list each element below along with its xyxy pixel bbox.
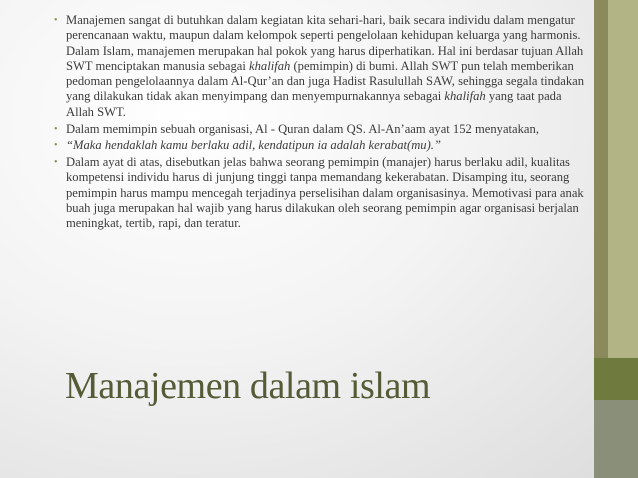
bullet-item	[54, 122, 589, 137]
bullet-text: “Maka hendaklah kamu berlaku adil, kendatipun ia adalah kerabat(mu).”	[66, 138, 441, 153]
bullet-list	[54, 13, 589, 232]
bullet-text: Dalam ayat di atas, disebutkan jelas bahwa seorang pemimpin (manajer) harus berlaku adil, kualitas kompetensi individu harus di junjung tinggi tanpa memandang kekerabatan. Disamping itu, seorang pemimpin harus mampu mencegah terjadinya perselisihan dalam organisasinya. Memotivasi para anak buah juga merupakan hal wajib yang harus dilakukan oleh seorang pemimpin agar organisasi berjalan meningkat, tertib, rapi, dan teratur.	[66, 155, 584, 231]
bullet-item	[54, 13, 589, 120]
bullet-text: Manajemen sangat di butuhkan dalam kegiatan kita sehari-hari, baik secara individu dalam mengatur perencanaan waktu, maupun dalam kelompok seperti pengelolaan kehidupan keluarga yang harmonis. Dalam Islam, manajemen merupakan hal pokok yang harus diperhatikan. Hal ini berdasar tujuan Allah SWT menciptakan manusia sebagai khalifah (pemimpin) di bumi. Allah SWT pun telah memberikan pedoman pengelolaannya dalam Al-Qur’an dan juga Hadist Rasulullah SAW, sehingga segala tindakan yang dilakukan tidak akan menyimpang dan menyempurnakannya sebagai khalifah yang taat pada Allah SWT.	[66, 13, 584, 119]
bullet-icon: •	[54, 140, 58, 152]
bullet-text: Dalam memimpin sebuah organisasi, Al - Quran dalam QS. Al-An’aam ayat 152 menyatakan,	[66, 121, 539, 136]
slide-title: Manajemen dalam islam	[65, 365, 431, 407]
bullet-icon: •	[54, 157, 58, 169]
bullet-icon: •	[54, 123, 58, 135]
decorative-block-gray	[594, 400, 638, 478]
slide-body	[54, 13, 589, 233]
bullet-item	[54, 155, 589, 231]
bullet-icon: •	[54, 15, 58, 26]
bullet-item	[54, 138, 589, 153]
decorative-block-green	[594, 358, 638, 400]
